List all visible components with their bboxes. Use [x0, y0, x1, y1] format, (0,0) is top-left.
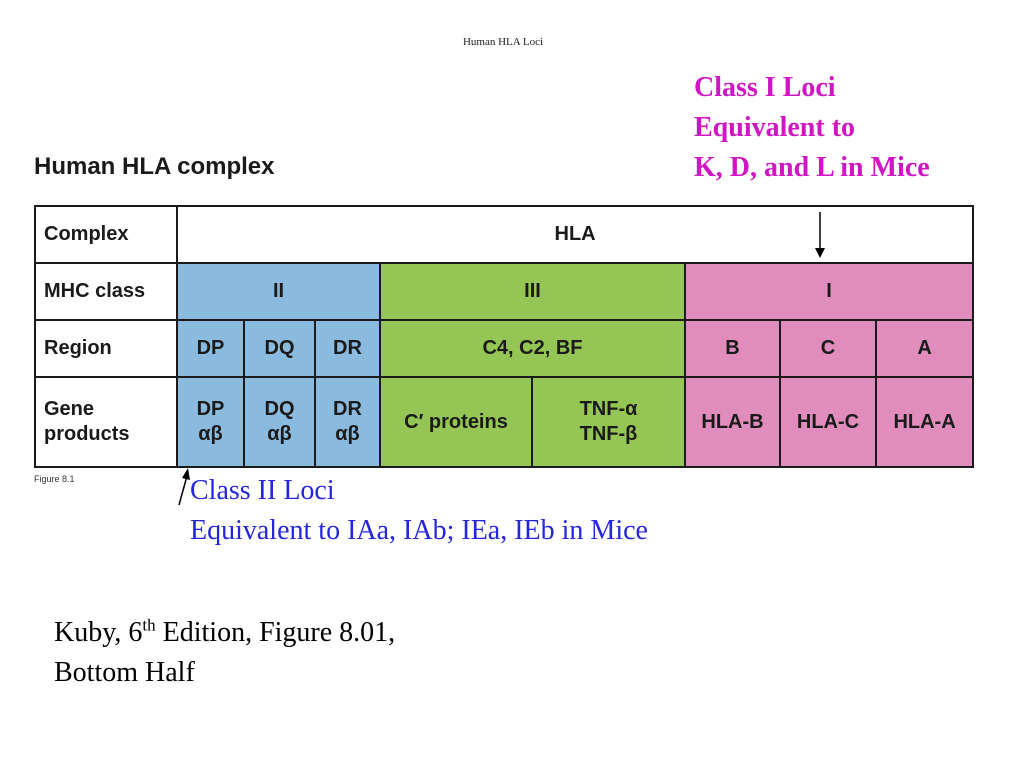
hla-complex-table [34, 205, 974, 468]
citation-line-2: Bottom Half [54, 657, 195, 688]
product-dq-cell [244, 377, 315, 467]
product-name: DP [196, 398, 225, 420]
mhc-class-ii-cell: II [177, 263, 380, 320]
product-chains: αβ [198, 423, 223, 445]
region-a-cell: A [876, 320, 973, 377]
row-label-gene-products [35, 377, 177, 467]
page-header: Human HLA Loci [462, 36, 544, 48]
figure-caption: Figure 8.1 [34, 474, 75, 484]
class1-loci-note [694, 68, 930, 188]
region-dr-cell: DR [315, 320, 380, 377]
row-label-line: products [44, 423, 130, 445]
product-chains: αβ [267, 423, 292, 445]
class1-note-line: Class I Loci [694, 72, 836, 103]
citation-suffix: Edition, Figure 8.01, [155, 617, 396, 648]
class2-note-line: Equivalent to IAa, IAb; IEa, IEb in Mice [190, 515, 648, 546]
citation-superscript: th [142, 615, 156, 635]
region-dp-cell: DP [177, 320, 244, 377]
product-chains: αβ [335, 423, 360, 445]
row-gene-products [35, 377, 973, 467]
citation [54, 613, 395, 693]
class1-note-line: Equivalent to [694, 112, 856, 143]
region-c-cell: C [780, 320, 876, 377]
row-label-complex: Complex [35, 206, 177, 263]
row-label-mhc-class: MHC class [35, 263, 177, 320]
class2-note-line: Class II Loci [190, 475, 335, 506]
class2-loci-note [190, 471, 648, 551]
product-tnf-beta: TNF-β [579, 423, 638, 445]
product-tnf-cell [532, 377, 685, 467]
row-region [35, 320, 973, 377]
product-hla-a-cell: HLA-A [876, 377, 973, 467]
row-label-region: Region [35, 320, 177, 377]
region-dq-cell: DQ [244, 320, 315, 377]
product-name: DR [333, 398, 362, 420]
class1-arrow-icon [812, 210, 828, 260]
row-mhc-class [35, 263, 973, 320]
row-complex [35, 206, 973, 263]
product-c-proteins-cell: C′ proteins [380, 377, 532, 467]
region-c4-c2-bf-cell: C4, C2, BF [380, 320, 685, 377]
citation-prefix: Kuby, 6 [54, 617, 143, 648]
product-hla-c-cell: HLA-C [780, 377, 876, 467]
class1-note-line: K, D, and L in Mice [694, 152, 930, 183]
product-hla-b-cell: HLA-B [685, 377, 780, 467]
complex-cell: HLA [177, 206, 973, 263]
row-label-line: Gene [44, 398, 95, 420]
mhc-class-iii-cell: III [380, 263, 685, 320]
figure-title: Human HLA complex [34, 153, 275, 180]
product-dp-cell [177, 377, 244, 467]
product-dr-cell [315, 377, 380, 467]
product-tnf-alpha: TNF-α [579, 398, 638, 420]
mhc-class-i-cell: I [685, 263, 973, 320]
citation-line [54, 613, 395, 653]
product-name: DQ [264, 398, 295, 420]
region-b-cell: B [685, 320, 780, 377]
